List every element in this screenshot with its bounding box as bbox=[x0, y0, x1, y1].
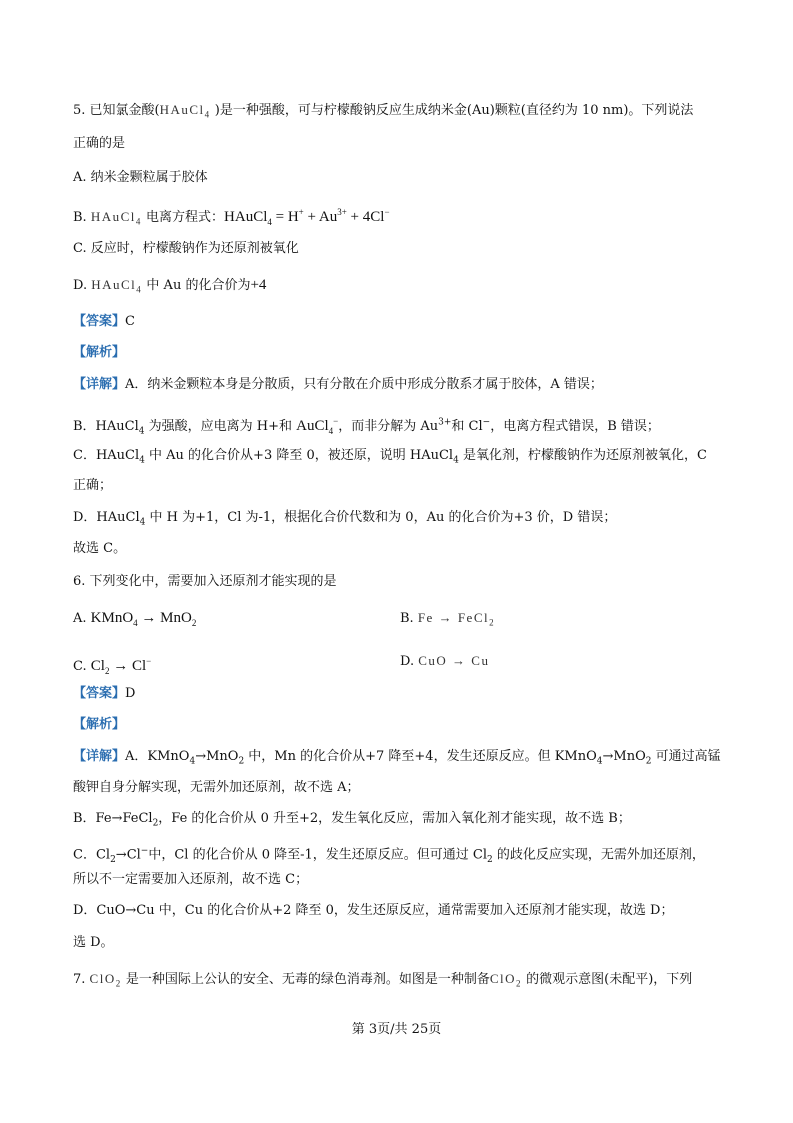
q5-stem-line1: 5. 已知氯金酸(HAuCl$_4$ )是一种强酸，可与柠檬酸钠反应生成纳米金(Au)颗粒(直径约为 10 nm)。下列说法 bbox=[73, 102, 694, 120]
formula-haucl4: HAuCl$_4$ bbox=[159, 102, 211, 120]
q6-analysis-heading: 【解析】 bbox=[73, 717, 126, 732]
q5-analysis-heading: 【解析】 bbox=[73, 345, 126, 360]
q6-option-c: C. $Cl_2 \to Cl^-$ bbox=[73, 656, 152, 676]
q6-answer: 【答案】D bbox=[73, 686, 136, 701]
q5-option-c: C. 反应时，柠檬酸钠作为还原剂被氧化 bbox=[73, 241, 299, 256]
q5-option-d: D. HAuCl$_4$ 中 Au 的化合价为+4 bbox=[73, 277, 267, 295]
q5-option-b: B. HAuCl$_4$ 电离方程式：HAuCl$_4$ = $H^+ + Au^{3+} + 4Cl^-$ bbox=[73, 207, 390, 227]
q6-detail-line5: 所以不一定需要加入还原剂，故不选 C； bbox=[73, 872, 309, 887]
q5-stem-line2: 正确的是 bbox=[73, 136, 126, 151]
q6-detail-line2: 酸钾自身分解实现，无需外加还原剂，故不选 A； bbox=[73, 780, 360, 795]
q6-stem: 6. 下列变化中，需要加入还原剂才能实现的是 bbox=[73, 574, 337, 589]
page-number: 第 3页/共 25页 bbox=[351, 1022, 442, 1037]
q6-option-d: D. CuO → Cu bbox=[400, 653, 490, 669]
q5-detail-line3: C．HAuCl$_4$ 中 Au 的化合价从+3 降至 0，被还原，说明 HAuCl$_4$ 是氧化剂，柠檬酸钠作为还原剂被氧化，C bbox=[73, 448, 707, 466]
q6-detail-line1: 【详解】A．KMnO$_4$→MnO$_2$ 中，Mn 的化合价从+7 降至+4，发生还原反应。但 KMnO$_4$→MnO$_2$ 可通过高锰 bbox=[73, 749, 721, 767]
q5-detail-line5: D．HAuCl$_4$ 中 H 为+1，Cl 为-1，根据化合价代数和为 0，Au 的化合价为+3 价，D 错误； bbox=[73, 510, 617, 528]
q6-option-a: A. KMnO$_4$ → MnO$_2$ bbox=[73, 610, 197, 628]
ionization-equation: HAuCl$_4$ = $H^+ + Au^{3+} + 4Cl^-$ bbox=[224, 207, 390, 227]
q6-detail-line7: 选 D。 bbox=[73, 935, 114, 950]
q6-option-b: B. Fe → FeCl$_2$ bbox=[400, 610, 496, 628]
q5-option-a: A. 纳米金颗粒属于胶体 bbox=[73, 170, 208, 185]
q5-detail-line4: 正确； bbox=[73, 478, 113, 493]
q7-stem: 7. ClO$_2$ 是一种国际上公认的安全、无毒的绿色消毒剂。如图是一种制备ClO$_2$ 的微观示意图(未配平)，下列 bbox=[73, 971, 693, 989]
q6-detail-line6: D．CuO→Cu 中，Cu 的化合价从+2 降至 0，发生还原反应，通常需要加入还原剂才能实现，故选 D； bbox=[73, 903, 674, 918]
q6-detail-line4: C．$Cl_2\to Cl^-$中，Cl 的化合价从 0 降至-1，发生还原反应。但可通过 $Cl_2$ 的歧化反应实现，无需外加还原剂， bbox=[73, 846, 705, 865]
q6-detail-line3: B．Fe→FeCl$_2$，Fe 的化合价从 0 升至+2，发生氧化反应，需加入氧化剂才能实现，故不选 B； bbox=[73, 811, 631, 829]
q5-detail-line1: 【详解】A．纳米金颗粒本身是分散质，只有分散在介质中形成分散系才属于胶体，A 错误； bbox=[73, 377, 603, 392]
q5-answer: 【答案】C bbox=[73, 314, 135, 329]
q5-detail-line6: 故选 C。 bbox=[73, 541, 127, 556]
q5-detail-line2: B．HAuCl$_4$ 为强酸，应电离为 H+和 AuCl$_4$−，而非分解为 $Au^{3+}$和 Cl−，电离方程式错误，B 错误； bbox=[73, 416, 660, 437]
